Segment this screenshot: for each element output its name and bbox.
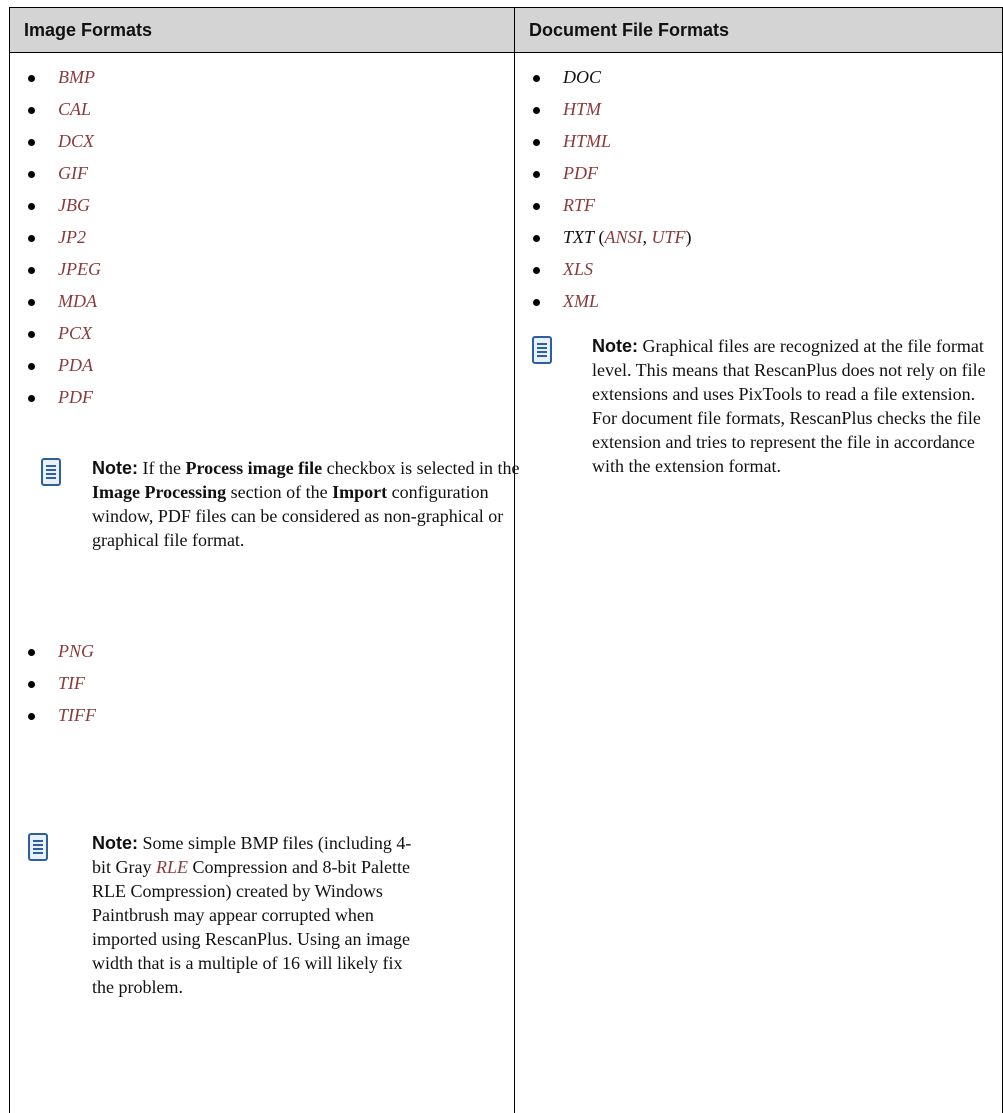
list-item[interactable]: PNG xyxy=(10,640,514,672)
header-image-formats: Image Formats xyxy=(10,8,515,53)
list-item[interactable]: XLS xyxy=(515,258,1002,290)
note-document-icon xyxy=(532,336,552,364)
list-item[interactable]: TIFF xyxy=(10,704,514,736)
list-item[interactable]: JBG xyxy=(10,194,514,226)
note-pdf: Note: If the Process image file checkbox is selected in the Image Processing section of the Import configuration window, PDF files can be considered as non-graphical or graphical file format. xyxy=(41,456,552,552)
list-item[interactable]: PCX xyxy=(10,322,514,354)
list-item[interactable]: XML xyxy=(515,290,1002,322)
list-item[interactable]: DCX xyxy=(10,130,514,162)
list-item[interactable]: JPEG xyxy=(10,258,514,290)
list-item: DOC xyxy=(515,66,1002,98)
note-bmp: Note: Some simple BMP files (including 4-bit Gray RLE Compression and 8-bit Palette RLE Compression) created by Windows Paintbrush may appear corrupted when imported using RescanPlus. Using an image width that is a multiple of 16 will likely fix the problem. xyxy=(28,831,422,999)
list-item[interactable]: GIF xyxy=(10,162,514,194)
list-item[interactable]: PDA xyxy=(10,354,514,386)
list-item[interactable]: HTML xyxy=(515,130,1002,162)
list-item[interactable]: TIF xyxy=(10,672,514,704)
list-item[interactable]: JP2 xyxy=(10,226,514,258)
document-formats-list xyxy=(515,53,1002,322)
header-document-formats: Document File Formats xyxy=(515,8,1003,53)
image-formats-list-b xyxy=(10,640,514,736)
utf-link[interactable]: UTF xyxy=(652,227,686,247)
ansi-link[interactable]: ANSI xyxy=(605,227,643,247)
list-item: TXT (ANSI, UTF) xyxy=(515,226,1002,258)
list-item[interactable]: RTF xyxy=(515,194,1002,226)
list-item[interactable]: HTM xyxy=(515,98,1002,130)
list-item[interactable]: BMP xyxy=(10,66,514,98)
note-document-icon xyxy=(28,833,48,861)
list-item[interactable]: PDF xyxy=(10,386,514,418)
file-formats-table xyxy=(9,7,1003,1113)
list-item[interactable]: PDF xyxy=(515,162,1002,194)
list-item[interactable]: MDA xyxy=(10,290,514,322)
note-document-icon xyxy=(41,458,61,486)
document-formats-cell xyxy=(515,53,1003,1113)
list-item[interactable]: CAL xyxy=(10,98,514,130)
image-formats-cell xyxy=(10,53,515,1113)
note-graphical: Note: Graphical files are recognized at the file format level. This means that RescanPlus does not rely on file extensions and uses PixTools to read a file extension. For document file formats, RescanPlus checks the file extension and tries to represent the file in accordance with the extension format. xyxy=(532,334,1002,478)
rle-link[interactable]: RLE xyxy=(156,857,188,877)
image-formats-list-a xyxy=(10,53,514,418)
